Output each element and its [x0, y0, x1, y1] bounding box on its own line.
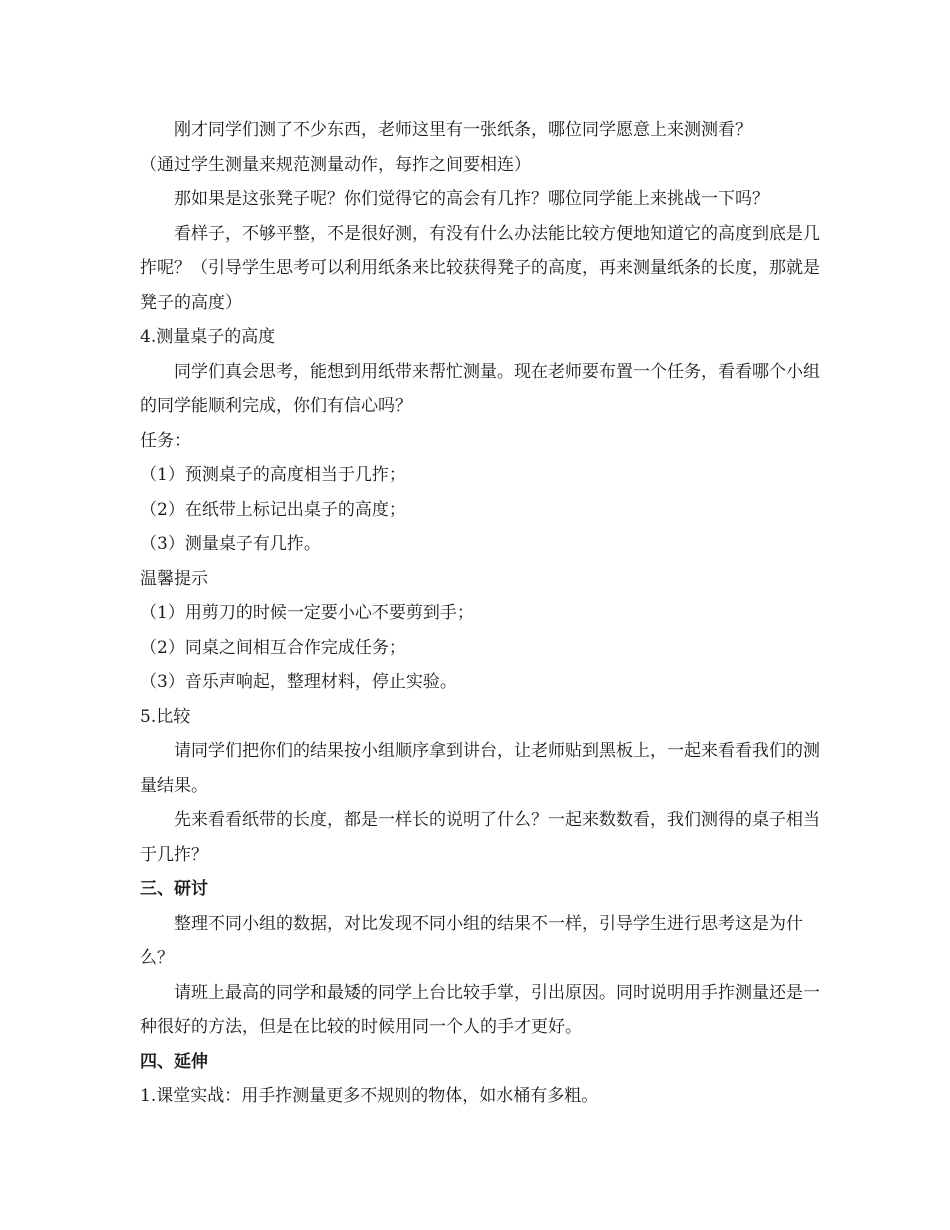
heading-discussion: 三、研讨: [140, 879, 208, 899]
note-measure-action: （通过学生测量来规范测量动作，每拃之间要相连）: [140, 154, 531, 175]
paragraph-task-intro: 同学们真会思考，能想到用纸带来帮忙测量。现在老师要布置一个任务，看看哪个小组的同学能顺利完成，你们有信心吗？: [140, 361, 820, 416]
paragraph-hand-compare: 请班上最高的同学和最矮的同学上台比较手掌，引出原因。同时说明用手拃测量还是一种很好的方法，但是在比较的时候用同一个人的手才更好。: [140, 982, 820, 1037]
paragraph-stool-method: 看样子，不够平整，不是很好测，有没有什么办法能比较方便地知道它的高度到底是几拃呢？（引导学生思考可以利用纸条来比较获得凳子的高度，再来测量纸条的长度，那就是凳子的高度）: [140, 223, 820, 313]
tip-item-3: （3）音乐声响起，整理材料，停止实验。: [140, 672, 457, 692]
tip-item-1: （1）用剪刀的时候一定要小心不要剪到手；: [140, 603, 474, 623]
heading-extension: 四、延伸: [140, 1051, 208, 1072]
task-label: 任务：: [140, 430, 191, 451]
tip-item-2: （2）同桌之间相互合作完成任务；: [140, 637, 406, 658]
extension-item-1: 1.课堂实战：用手拃测量更多不规则的物体，如水桶有多粗。: [140, 1086, 599, 1106]
task-item-3: （3）测量桌子有几拃。: [140, 534, 321, 554]
document-body: [140, 113, 820, 1114]
paragraph-results: 请同学们把你们的结果按小组顺序拿到讲台，让老师贴到黑板上，一起来看看我们的测量结果。: [140, 741, 820, 796]
section-measure-desk: 4.测量桌子的高度: [140, 327, 276, 347]
paragraph-strip-length: 先来看看纸带的长度，都是一样长的说明了什么？一起来数数看，我们测得的桌子相当于几拃？: [140, 810, 820, 865]
paragraph-stool-challenge: 那如果是这张凳子呢？你们觉得它的高会有几拃？哪位同学能上来挑战一下吗？: [174, 189, 769, 209]
tips-label: 温馨提示: [140, 568, 208, 589]
task-item-2: （2）在纸带上标记出桌子的高度；: [140, 499, 406, 520]
task-item-1: （1）预测桌子的高度相当于几拃；: [140, 465, 406, 485]
paragraph-group-data: 整理不同小组的数据，对比发现不同小组的结果不一样，引导学生进行思考这是为什么？: [140, 913, 803, 968]
paragraph-paper-strip: 刚才同学们测了不少东西，老师这里有一张纸条，哪位同学愿意上来测测看？: [174, 120, 752, 140]
section-compare: 5.比较: [140, 706, 191, 727]
